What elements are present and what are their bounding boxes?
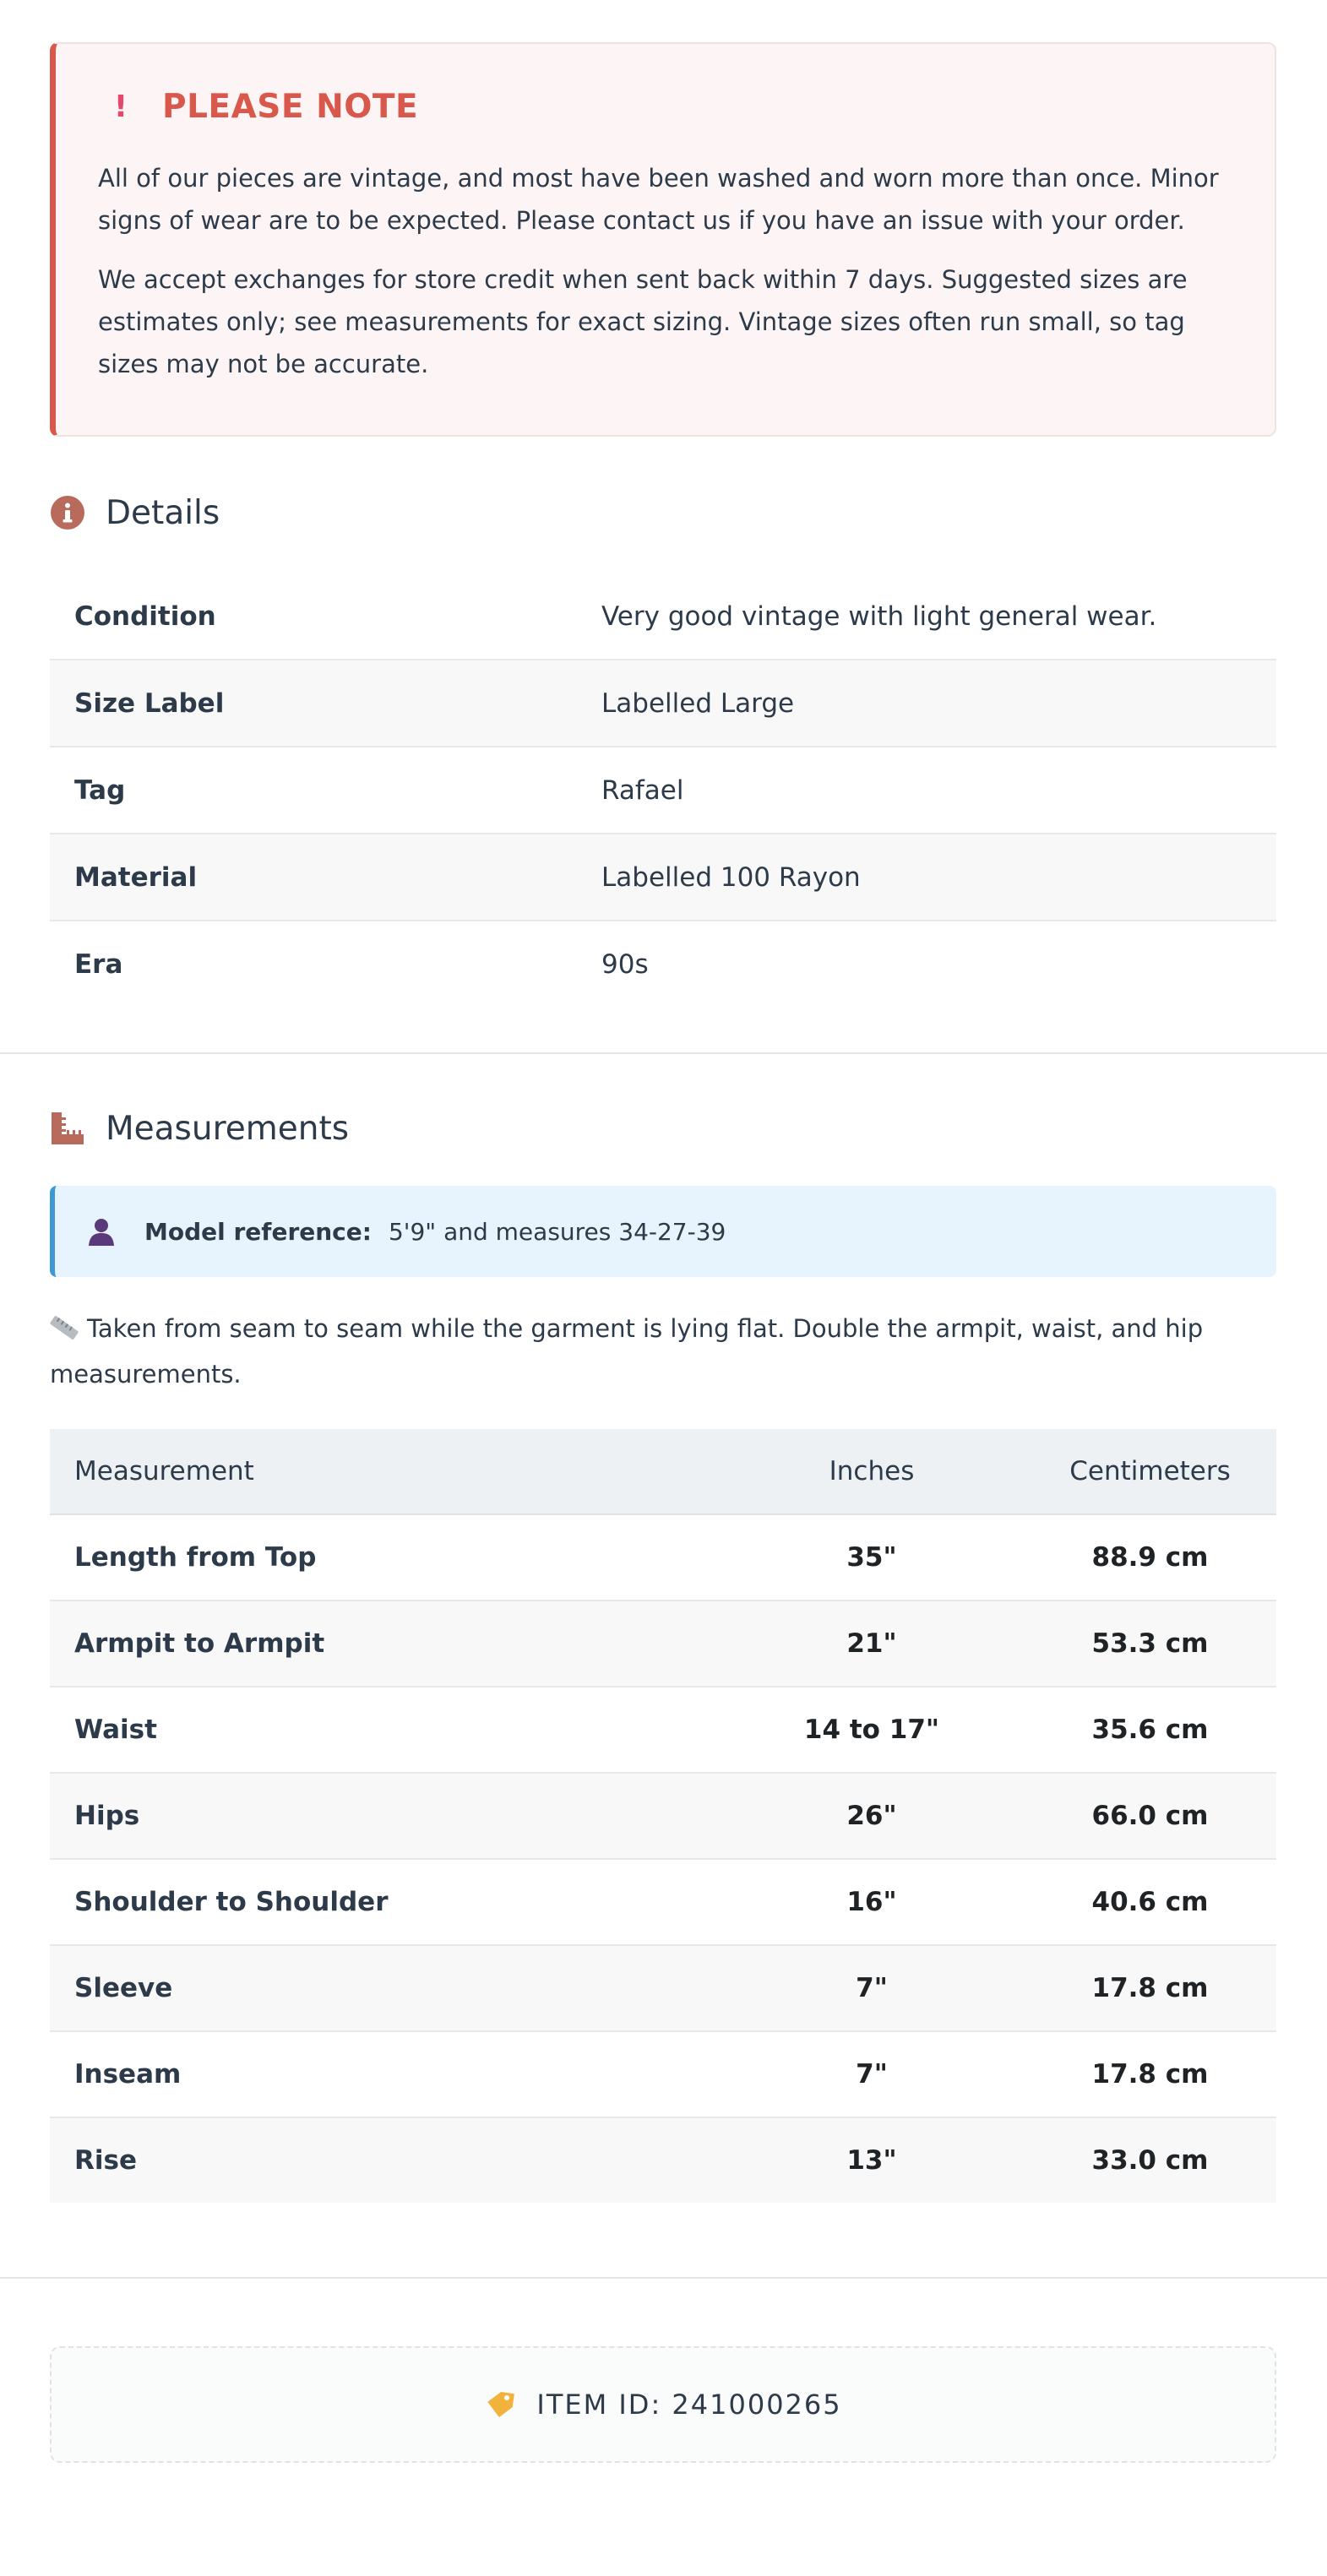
measurement-inches: 7"	[856, 1973, 888, 2003]
measurement-name: Inseam	[74, 2059, 182, 2090]
section-divider	[0, 2277, 1327, 2279]
measurement-name: Hips	[74, 1801, 140, 1831]
measurement-centimeters: 53.3 cm	[1091, 1628, 1209, 1659]
model-reference-value: 5'9" and measures 34-27-39	[388, 1217, 726, 1246]
measurement-inches: 7"	[856, 2059, 888, 2090]
table-row	[50, 2031, 1276, 2117]
measurements-table	[50, 1429, 1276, 2203]
measurements-header	[50, 1103, 1276, 1154]
product-info	[50, 42, 1276, 1007]
table-row	[50, 1514, 1276, 1600]
notice-paragraph: All of our pieces are vintage, and most have been washed and worn more than once. Minor signs of wear are to be expected. Please contact us if you have an issue with your order.	[98, 164, 1219, 235]
measurement-note-text: Taken from seam to seam while the garment is lying flat. Double the armpit, waist, and hip measurements.	[50, 1314, 1204, 1389]
detail-label: Tag	[74, 774, 126, 806]
item-id-box	[50, 2346, 1276, 2463]
notice-header	[98, 86, 1231, 127]
detail-value: Labelled Large	[601, 687, 795, 719]
measurement-inches: 16"	[846, 1887, 897, 1917]
measurement-name: Shoulder to Shoulder	[74, 1887, 389, 1917]
detail-label: Era	[74, 948, 123, 980]
info-circle-icon	[50, 495, 85, 530]
measurement-centimeters: 66.0 cm	[1091, 1801, 1209, 1831]
measurement-inches: 26"	[846, 1801, 897, 1831]
measurement-name: Length from Top	[74, 1542, 317, 1573]
measurement-centimeters: 35.6 cm	[1091, 1715, 1209, 1745]
measurements-title: Measurements	[106, 1109, 350, 1148]
table-row	[50, 1600, 1276, 1687]
details-table	[50, 573, 1276, 1007]
details-title: Details	[106, 493, 220, 532]
measurement-centimeters: 88.9 cm	[1091, 1542, 1209, 1573]
measurement-name: Rise	[74, 2145, 137, 2176]
measurement-centimeters: 17.8 cm	[1091, 1973, 1209, 2003]
table-row	[50, 573, 1276, 660]
ruler-icon	[50, 1311, 79, 1353]
ruler-icon	[50, 1111, 85, 1146]
table-row	[50, 747, 1276, 834]
measurement-note	[50, 1307, 1276, 1395]
table-header-row	[50, 1429, 1276, 1514]
table-row	[50, 1859, 1276, 1945]
notice-paragraph: We accept exchanges for store credit when sent back within 7 days. Suggested sizes are estimates only; see measurements for exact sizing. Vintage sizes often run small, so tag sizes may not be accurate.	[98, 265, 1188, 378]
table-row	[50, 834, 1276, 921]
table-row	[50, 660, 1276, 747]
detail-label: Size Label	[74, 687, 225, 719]
table-row	[50, 1687, 1276, 1773]
measurement-centimeters: 33.0 cm	[1091, 2145, 1209, 2176]
measurement-inches: 21"	[846, 1628, 897, 1659]
model-reference-box	[50, 1186, 1276, 1277]
item-id-text: ITEM ID: 241000265	[536, 2389, 842, 2421]
table-row	[50, 2117, 1276, 2203]
header-measurement: Measurement	[74, 1456, 254, 1486]
notice-title: PLEASE NOTE	[162, 87, 419, 126]
measurement-inches: 35"	[846, 1542, 897, 1573]
measurement-centimeters: 17.8 cm	[1091, 2059, 1209, 2090]
detail-label: Condition	[74, 601, 216, 632]
detail-label: Material	[74, 861, 198, 893]
table-row	[50, 1773, 1276, 1859]
measurement-name: Sleeve	[74, 1973, 173, 2003]
price-tag-icon	[484, 2389, 516, 2421]
table-row	[50, 921, 1276, 1007]
detail-value: Rafael	[601, 774, 684, 806]
please-note-box	[50, 42, 1276, 437]
section-divider	[0, 1052, 1327, 1054]
person-icon	[87, 1217, 116, 1246]
measurement-name: Waist	[74, 1715, 157, 1745]
measurement-centimeters: 40.6 cm	[1091, 1887, 1209, 1917]
detail-value: Very good vintage with light general wear.	[601, 601, 1157, 632]
measurement-name: Armpit to Armpit	[74, 1628, 325, 1659]
details-header	[50, 487, 1276, 538]
detail-value: Labelled 100 Rayon	[601, 861, 861, 893]
measurement-inches: 13"	[846, 2145, 897, 2176]
measurement-inches: 14 to 17"	[803, 1715, 940, 1745]
detail-value: 90s	[601, 948, 649, 980]
model-reference-label: Model reference:	[144, 1217, 372, 1246]
table-row	[50, 1945, 1276, 2031]
header-inches: Inches	[829, 1456, 915, 1486]
exclamation-icon: !	[113, 89, 128, 124]
header-centimeters: Centimeters	[1069, 1456, 1231, 1486]
